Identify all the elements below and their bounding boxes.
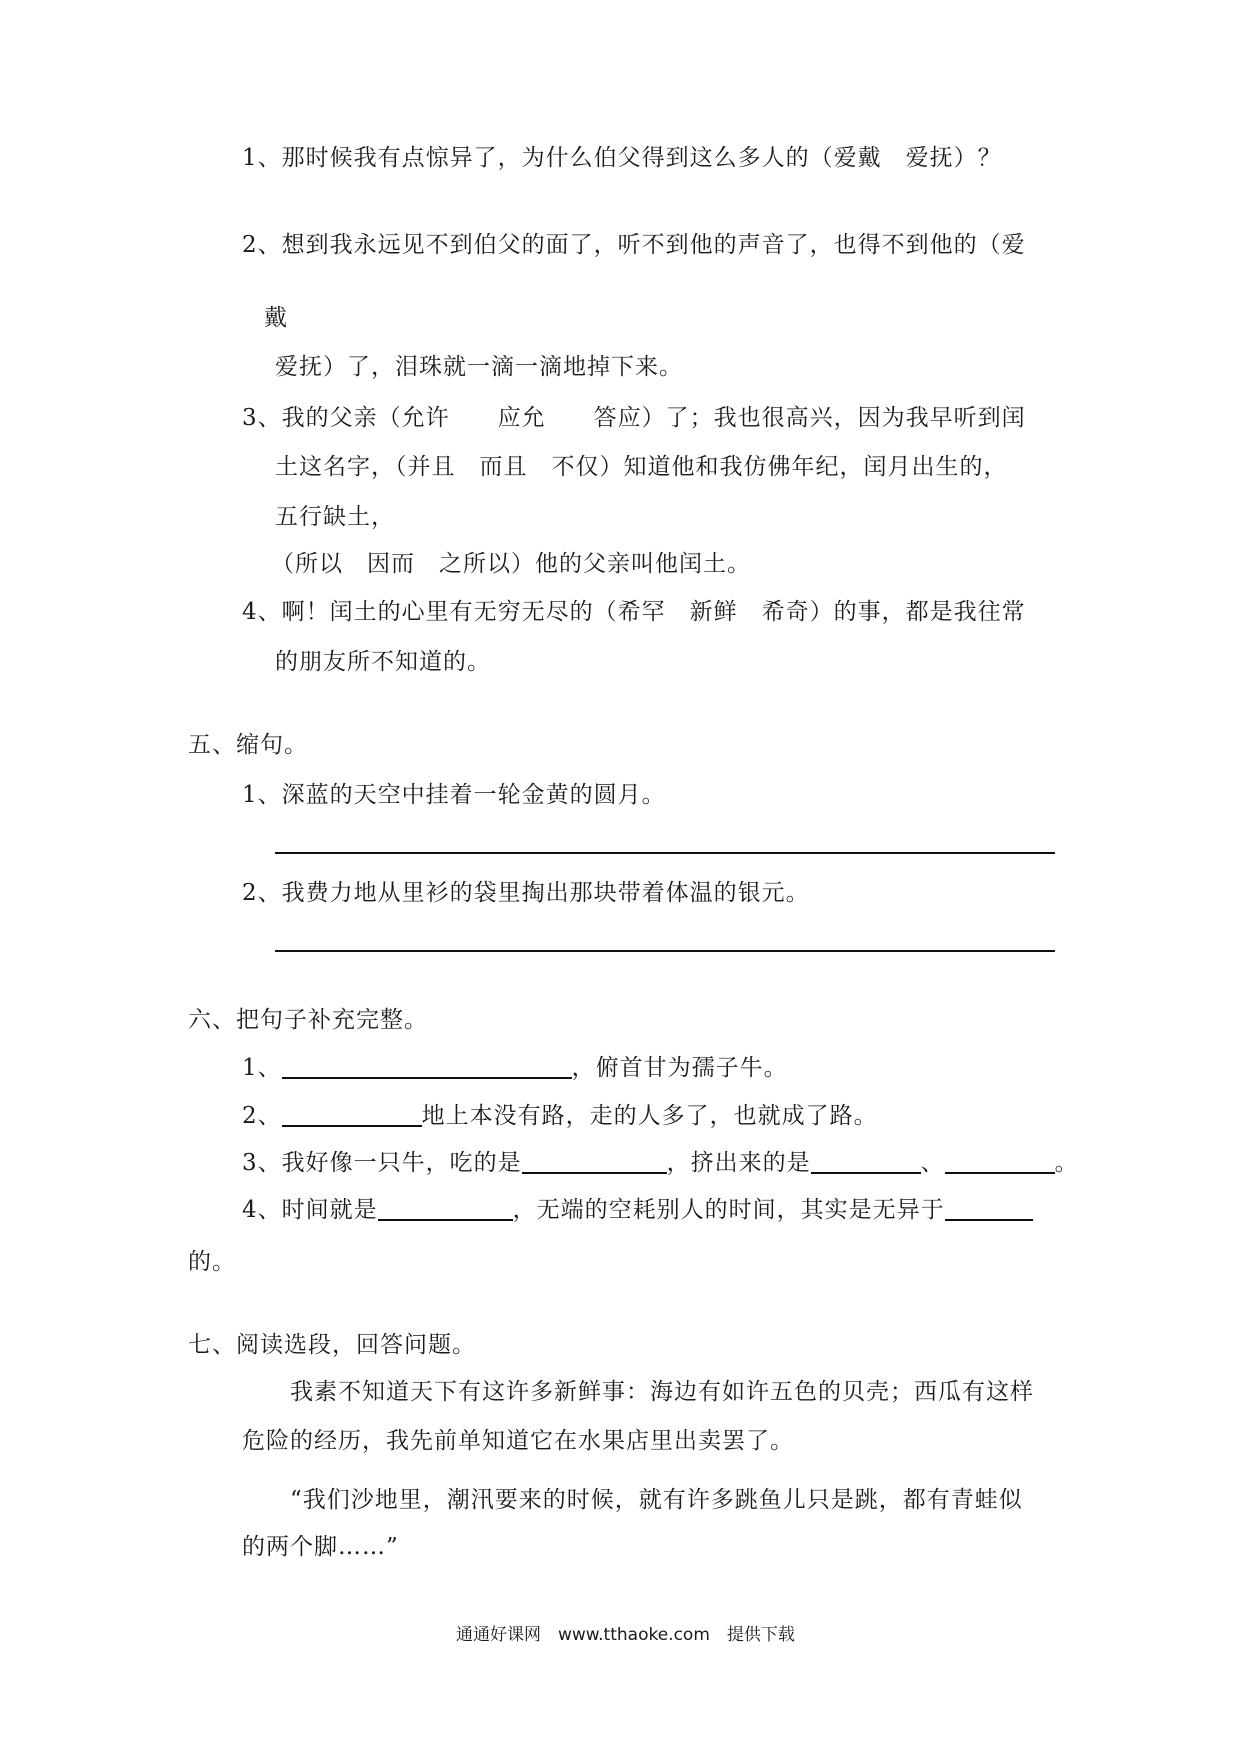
s6-item-1 bbox=[242, 1053, 788, 1083]
fill-blank[interactable] bbox=[945, 1195, 1033, 1221]
s4-item-2-line2: 戴 bbox=[264, 305, 288, 331]
answer-line-1[interactable] bbox=[275, 852, 1055, 854]
s6-item-3-text-c: 、 bbox=[920, 1150, 945, 1176]
passage-p1-line1: 我素不知道天下有这许多新鲜事：海边有如许五色的贝壳；西瓜有这样 bbox=[290, 1379, 1034, 1405]
s6-item-3-text-b: ，挤出来的是 bbox=[666, 1150, 811, 1176]
s6-item-3 bbox=[242, 1148, 1079, 1178]
section7-heading: 七、阅读选段，回答问题。 bbox=[188, 1332, 476, 1358]
s4-item-2-line1: 2、想到我永远见不到伯父的面了，听不到他的声音了，也得不到他的（爱 bbox=[242, 232, 1026, 258]
s4-item-3-line4: （所以 因而 之所以）他的父亲叫他闰土。 bbox=[271, 551, 751, 577]
fill-blank[interactable] bbox=[282, 1101, 422, 1127]
s6-item-4-text-b: ，无端的空耗别人的时间，其实是无异于 bbox=[512, 1197, 945, 1223]
section5-heading: 五、缩句。 bbox=[188, 732, 308, 758]
s4-item-3-line2: 土这名字，（并且 而且 不仅）知道他和我仿佛年纪，闰月出生的， bbox=[275, 454, 1008, 480]
s6-item-4-text-a: 4、时间就是 bbox=[242, 1197, 378, 1223]
s5-item-2: 2、我费力地从里衫的袋里掏出那块带着体温的银元。 bbox=[242, 880, 810, 906]
fill-blank[interactable] bbox=[282, 1053, 572, 1079]
s6-item-4 bbox=[242, 1195, 1033, 1225]
fill-blank[interactable] bbox=[945, 1148, 1055, 1174]
footer-watermark: 通通好课网 www.tthaoke.com 提供下载 bbox=[456, 1625, 795, 1645]
s4-item-4-line2: 的朋友所不知道的。 bbox=[275, 649, 491, 675]
passage-p2-line1: “我们沙地里，潮汛要来的时候，就有许多跳鱼儿只是跳，都有青蛙似 bbox=[290, 1487, 1023, 1513]
s6-item-1-number: 1、 bbox=[242, 1055, 282, 1081]
s6-item-1-text: ，俯首甘为孺子牛。 bbox=[571, 1055, 788, 1081]
answer-line-2[interactable] bbox=[275, 950, 1055, 952]
passage-p2-line2: 的两个脚……” bbox=[242, 1534, 399, 1560]
s4-item-3-line3: 五行缺土， bbox=[275, 504, 395, 530]
s4-item-4-line1: 4、啊！闰土的心里有无穷无尽的（希罕 新鲜 希奇）的事，都是我往常 bbox=[242, 599, 1026, 625]
s6-item-3-text-a: 3、我好像一只牛，吃的是 bbox=[242, 1150, 522, 1176]
s5-item-1: 1、深蓝的天空中挂着一轮金黄的圆月。 bbox=[242, 782, 666, 808]
s4-item-3-line1: 3、我的父亲（允许 应允 答应）了；我也很高兴，因为我早听到闰 bbox=[242, 405, 1026, 431]
s4-item-1: 1、那时候我有点惊异了，为什么伯父得到这么多人的（爱戴 爱抚）？ bbox=[242, 145, 1002, 171]
s4-item-2-line3: 爱抚）了，泪珠就一滴一滴地掉下来。 bbox=[275, 354, 683, 380]
s6-item-3-text-d: 。 bbox=[1054, 1150, 1079, 1176]
s6-item-4-cont: 的。 bbox=[188, 1249, 236, 1275]
s6-item-2-number: 2、 bbox=[242, 1103, 282, 1129]
fill-blank[interactable] bbox=[378, 1195, 513, 1221]
s6-item-2-text: 地上本没有路，走的人多了，也就成了路。 bbox=[421, 1103, 878, 1129]
fill-blank[interactable] bbox=[522, 1148, 667, 1174]
s6-item-2 bbox=[242, 1101, 878, 1131]
fill-blank[interactable] bbox=[811, 1148, 921, 1174]
passage-p1-line2: 危险的经历，我先前单知道它在水果店里出卖罢了。 bbox=[242, 1428, 794, 1454]
section6-heading: 六、把句子补充完整。 bbox=[188, 1007, 428, 1033]
